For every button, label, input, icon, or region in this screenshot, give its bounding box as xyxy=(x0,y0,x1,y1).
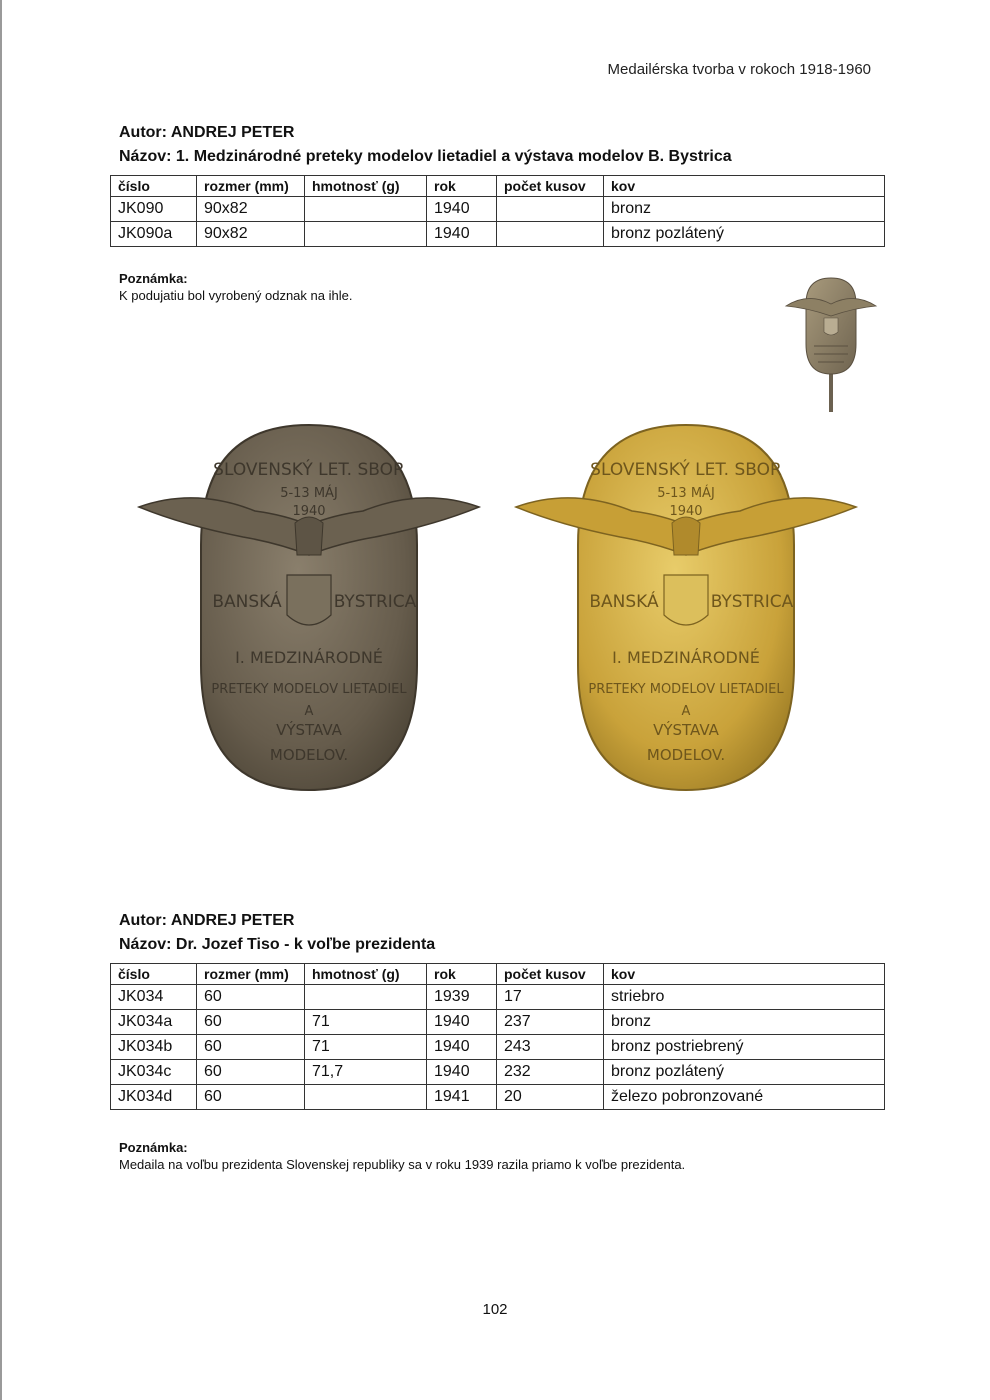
medal-dates: 5-13 MÁJ xyxy=(280,486,338,501)
medal-arc-text: SLOVENSKÝ LET. SBOR xyxy=(590,460,782,480)
cell: 1940 xyxy=(427,222,497,247)
table-row xyxy=(111,985,885,1010)
col-header: počet kusov xyxy=(497,964,604,985)
cell: 60 xyxy=(197,985,305,1010)
cell: 71 xyxy=(305,1035,427,1060)
cell: JK034b xyxy=(111,1035,197,1060)
spec-table xyxy=(110,175,885,247)
note-2 xyxy=(110,1140,685,1172)
entry-1 xyxy=(110,121,885,247)
medal-arc-text: SLOVENSKÝ LET. SBOR xyxy=(213,460,405,480)
cell: 17 xyxy=(497,985,604,1010)
cell: 1940 xyxy=(427,1010,497,1035)
cell: bronz xyxy=(604,197,885,222)
medal-line-3: A xyxy=(681,704,691,719)
medal-city-left: BANSKÁ xyxy=(589,592,659,612)
author-line: Autor: ANDREJ PETER xyxy=(119,912,295,929)
cell: 60 xyxy=(197,1085,305,1110)
running-title: Medailérska tvorba v rokoch 1918-1960 xyxy=(607,61,871,78)
cell: 60 xyxy=(197,1010,305,1035)
medal-line-4: VÝSTAVA xyxy=(653,721,719,739)
note-1 xyxy=(110,271,352,303)
col-header: číslo xyxy=(111,964,197,985)
medal-dates: 5-13 MÁJ xyxy=(657,486,715,501)
entry-2 xyxy=(110,909,885,1110)
medal-line-4: VÝSTAVA xyxy=(276,721,342,739)
cell: 71,7 xyxy=(305,1060,427,1085)
cell: 1941 xyxy=(427,1085,497,1110)
author-line: Autor: ANDREJ PETER xyxy=(119,124,295,141)
cell: 90x82 xyxy=(197,222,305,247)
medal-line-2: PRETEKY MODELOV LIETADIEL xyxy=(588,682,784,697)
note-text: K podujatiu bol vyrobený odznak na ihle. xyxy=(119,288,353,303)
col-header: rok xyxy=(427,176,497,197)
cell: bronz postriebrený xyxy=(604,1035,885,1060)
medal-line-3: A xyxy=(304,704,314,719)
cell: JK090a xyxy=(111,222,197,247)
table-row xyxy=(111,1085,885,1110)
cell: JK090 xyxy=(111,197,197,222)
cell: bronz xyxy=(604,1010,885,1035)
note-label: Poznámka: xyxy=(119,1140,188,1155)
col-header: rozmer (mm) xyxy=(197,176,305,197)
cell: 1940 xyxy=(427,1060,497,1085)
page-edge-rule xyxy=(0,0,2,1400)
spec-table xyxy=(110,963,885,1110)
cell: JK034a xyxy=(111,1010,197,1035)
medal-city-left: BANSKÁ xyxy=(212,592,282,612)
cell: 243 xyxy=(497,1035,604,1060)
title-line: Názov: 1. Medzinárodné preteky modelov lietadiel a výstava modelov B. Bystrica xyxy=(119,148,732,165)
col-header: kov xyxy=(604,964,885,985)
note-text: Medaila na voľbu prezidenta Slovenskej republiky sa v roku 1939 razila priamo k voľbe prezidenta. xyxy=(119,1157,686,1172)
cell: 71 xyxy=(305,1010,427,1035)
cell: bronz pozlátený xyxy=(604,1060,885,1085)
medal-city-right: BYSTRICA xyxy=(333,592,417,612)
cell: 1940 xyxy=(427,1035,497,1060)
cell: 60 xyxy=(197,1060,305,1085)
cell: 90x82 xyxy=(197,197,305,222)
cell: JK034c xyxy=(111,1060,197,1085)
col-header: hmotnosť (g) xyxy=(305,964,427,985)
col-header: hmotnosť (g) xyxy=(305,176,427,197)
col-header: počet kusov xyxy=(497,176,604,197)
table-header-row xyxy=(111,176,885,197)
cell: striebro xyxy=(604,985,885,1010)
medal-line-1: I. MEDZINÁRODNÉ xyxy=(235,648,383,667)
table-row xyxy=(111,1035,885,1060)
col-header: rozmer (mm) xyxy=(197,964,305,985)
cell: bronz pozlátený xyxy=(604,222,885,247)
cell: JK034d xyxy=(111,1085,197,1110)
col-header: kov xyxy=(604,176,885,197)
cell: 1940 xyxy=(427,197,497,222)
medal-line-1: I. MEDZINÁRODNÉ xyxy=(612,648,760,667)
medal-line-2: PRETEKY MODELOV LIETADIEL xyxy=(211,682,407,697)
cell: JK034 xyxy=(111,985,197,1010)
medal-bronze-image xyxy=(135,415,483,800)
medal-line-5: MODELOV. xyxy=(646,746,726,764)
table-row xyxy=(111,197,885,222)
table-row xyxy=(111,1010,885,1035)
cell: 1939 xyxy=(427,985,497,1010)
cell: 237 xyxy=(497,1010,604,1035)
table-row xyxy=(111,1060,885,1085)
title-line: Názov: Dr. Jozef Tiso - k voľbe prezidenta xyxy=(119,936,436,953)
medal-city-right: BYSTRICA xyxy=(710,592,794,612)
table-row xyxy=(111,222,885,247)
cell xyxy=(497,197,604,222)
page-number: 102 xyxy=(482,1301,508,1318)
col-header: číslo xyxy=(111,176,197,197)
table-header-row xyxy=(111,964,885,985)
cell: železo pobronzované xyxy=(604,1085,885,1110)
cell xyxy=(305,222,427,247)
medal-year: 1940 xyxy=(292,504,326,519)
medal-year: 1940 xyxy=(669,504,703,519)
cell xyxy=(305,197,427,222)
cell xyxy=(305,1085,427,1110)
col-header: rok xyxy=(427,964,497,985)
cell xyxy=(497,222,604,247)
cell: 60 xyxy=(197,1035,305,1060)
cell: 20 xyxy=(497,1085,604,1110)
note-label: Poznámka: xyxy=(119,271,188,286)
cell: 232 xyxy=(497,1060,604,1085)
medal-gilt-image xyxy=(512,415,860,800)
cell xyxy=(305,985,427,1010)
pin-badge-image xyxy=(784,274,878,414)
medal-line-5: MODELOV. xyxy=(269,746,349,764)
